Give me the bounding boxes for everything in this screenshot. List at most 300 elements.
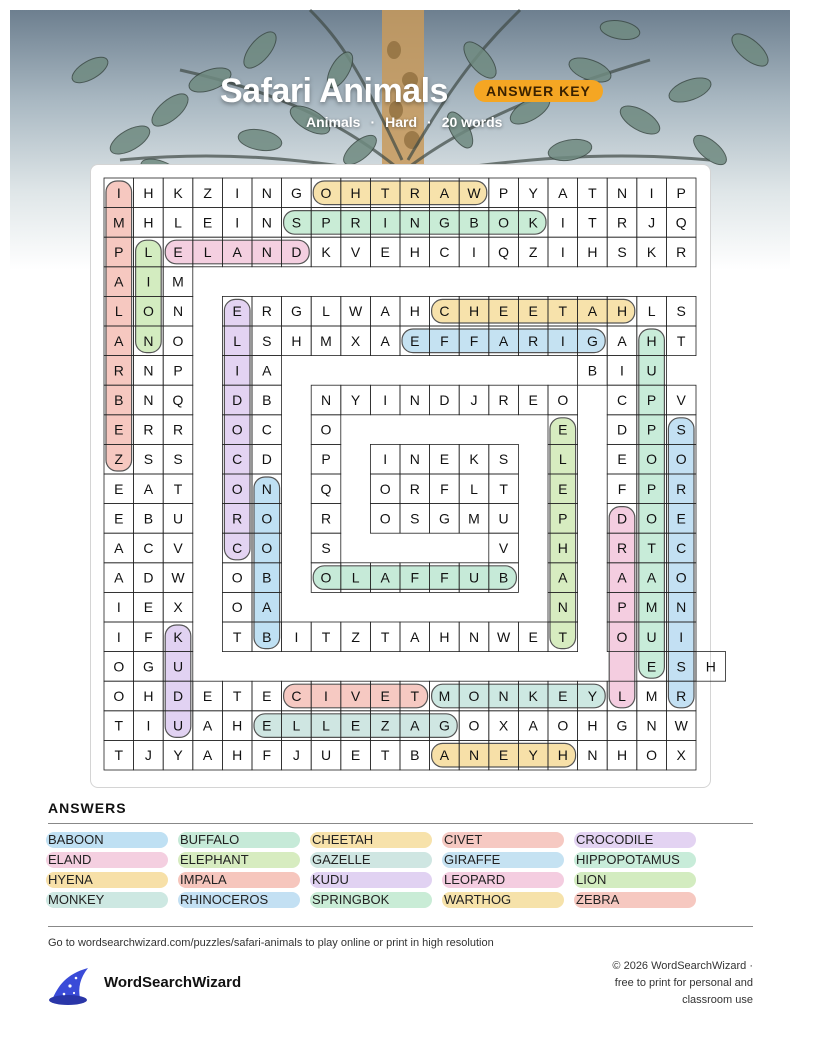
grid-letter: G [616,717,628,734]
grid-letter: I [560,244,565,260]
grid-letter: R [616,540,628,556]
grid-letter: K [646,244,657,260]
grid-letter: A [380,569,390,586]
answer-word [180,892,312,908]
grid-letter: N [587,747,598,764]
grid-letter: A [202,717,213,734]
answer-label: HIPPOPOTAMUS [576,852,680,867]
grid-letter: S [676,421,686,438]
grid-letter: O [379,510,391,527]
grid-letter: T [558,628,568,645]
grid-letter: J [292,747,300,764]
grid-letter: B [587,362,598,379]
answer-key-badge: ANSWER KEY [474,80,603,102]
grid-letter: V [350,688,361,704]
answer-word [576,852,708,868]
grid-letter: E [558,480,568,497]
grid-letter: I [649,184,654,201]
grid-letter: Y [587,688,598,704]
grid-letter: W [467,184,481,201]
grid-letter: A [114,273,124,290]
grid-letter: L [292,717,301,734]
grid-letter: L [174,214,182,231]
grid-letter: O [231,421,243,438]
grid-letter: Y [528,184,538,201]
grid-letter: W [496,628,511,645]
answer-label: WARTHOG [444,892,512,907]
answer-label: GAZELLE [312,852,371,867]
grid-letter: K [173,628,183,645]
grid-letter: E [262,688,272,704]
grid-letter: P [558,510,568,527]
grid-letter: Y [528,747,538,764]
grid-letter: E [114,510,124,527]
grid-letter: L [322,717,330,734]
grid-letter: Y [173,747,183,764]
grid-letter: T [380,628,390,645]
grid-letter: S [410,510,420,527]
grid-letter: R [143,421,154,438]
grid-letter: Z [203,184,212,201]
grid-letter: I [116,184,121,201]
answer-word [48,832,180,848]
grid-letter: P [646,421,657,438]
grid-letter: G [438,214,450,231]
grid-letter: H [350,184,361,201]
grid-letter: R [350,214,361,231]
meta-separator: · [427,114,432,130]
grid-letter: C [439,303,450,320]
grid-letter: N [676,599,687,616]
answer-word [48,852,180,868]
grid-letter: N [616,184,628,201]
grid-letter: U [172,717,184,734]
grid-letter: K [173,184,183,201]
grid-letter: V [498,540,509,556]
grid-letter: I [383,392,388,408]
answer-label: RHINOCEROS [180,892,269,907]
grid-letter: I [146,717,151,734]
grid-letter: C [616,392,628,408]
grid-letter: O [468,688,480,704]
grid-letter: E [202,214,213,231]
grid-letter: T [647,540,656,556]
grid-letter: T [232,688,242,704]
grid-letter: Q [172,392,184,408]
word-search-grid [104,178,716,770]
grid-letter: P [646,392,657,408]
grid-letter: R [172,421,184,438]
grid-letter: A [617,332,627,349]
answer-label: SPRINGBOK [312,892,390,907]
grid-letter: Z [351,628,360,645]
grid-letter: H [646,332,657,349]
grid-letter: A [114,332,124,349]
grid-letter: P [617,599,627,616]
grid-letter: H [291,332,302,349]
grid-letter: A [558,184,568,201]
grid-letter: S [498,451,509,468]
grid-letter: E [498,303,509,320]
grid-letter: X [498,717,509,734]
grid-letter: I [116,628,121,645]
grid-letter: I [383,214,388,231]
grid-letter: O [320,421,332,438]
meta-difficulty: Hard [385,114,418,130]
grid-letter: O [675,569,687,586]
grid-letter: A [646,569,657,586]
grid-letter: R [261,303,272,320]
grid-letter: A [262,362,272,379]
grid-letter: N [409,392,420,408]
grid-letter: O [498,214,510,231]
grid-letter: G [438,717,450,734]
grid-letter: I [146,273,151,290]
grid-letter: C [261,421,272,438]
grid-letter: P [321,451,331,468]
grid-letter: A [558,569,568,586]
answer-word [180,872,312,888]
answer-word [312,872,444,888]
grid-letter: R [676,688,687,704]
grid-letter: Z [380,717,390,734]
grid-letter: W [171,569,185,586]
answer-word [444,872,576,888]
grid-letter: H [232,747,243,764]
grid-letter: A [380,332,390,349]
grid-letter: T [321,628,331,645]
grid-letter: N [172,303,184,320]
grid-letter: L [144,244,153,260]
grid-letter: M [112,214,125,231]
grid-letter: H [705,658,716,675]
grid-letter: S [173,451,183,468]
grid-letter: R [498,392,509,408]
grid-letter: O [231,480,243,497]
grid-letter: J [144,747,152,764]
grid-letter: W [348,303,363,320]
grid-letter: A [380,303,390,320]
grid-letter: X [350,332,361,349]
grid-letter: A [410,628,420,645]
grid-letter: B [262,569,272,586]
answers-list [48,832,753,908]
grid-letter: U [646,628,657,645]
answer-word [312,832,444,848]
answer-word [180,832,312,848]
grid-letter: B [410,747,420,764]
grid-letter: N [143,392,154,408]
grid-letter: A [410,717,420,734]
grid-letter: T [588,214,597,231]
grid-letter: F [410,569,420,586]
grid-letter: T [558,303,568,320]
grid-letter: E [528,628,538,645]
answer-word [48,892,180,908]
grid-letter: R [528,332,539,349]
grid-letter: H [616,747,628,764]
grid-letter: N [409,214,420,231]
grid-letter: T [410,688,420,704]
grid-letter: L [618,688,626,704]
brand-name: WordSearchWizard [104,974,242,991]
grid-letter: F [440,480,449,497]
grid-letter: S [291,214,302,231]
answer-label: CROCODILE [576,832,654,847]
meta-word-count: 20 words [441,114,503,130]
grid-letter: S [676,303,686,320]
page-title: Safari Animals [220,72,448,110]
grid-letter: K [469,451,479,468]
grid-letter: N [468,747,480,764]
grid-letter: A [202,747,213,764]
grid-letter: V [676,392,686,408]
grid-letter: E [646,658,657,675]
grid-letter: T [114,747,124,764]
grid-letter: N [468,628,480,645]
grid-letter: C [232,451,243,468]
grid-letter: O [379,480,391,497]
grid-letter: G [438,510,450,527]
grid-letter: R [409,480,420,497]
puzzle-meta [306,114,502,130]
grid-letter: P [646,480,657,497]
grid-letter: I [235,184,240,201]
grid-letter: A [617,569,627,586]
grid-letter: A [232,244,242,260]
grid-letter: I [116,599,121,616]
grid-letter: O [468,717,480,734]
grid-letter: L [233,332,242,349]
answer-label: ELEPHANT [180,852,249,867]
grid-letter: N [261,244,272,260]
grid-letter: P [173,362,183,379]
grid-letter: P [114,244,124,260]
grid-letter: B [143,510,154,527]
answer-word [312,852,444,868]
grid-letter: E [528,303,538,320]
answer-label: CIVET [444,832,483,847]
grid-letter: O [320,569,332,586]
grid-letter: X [173,599,183,616]
answer-word [444,892,576,908]
answer-word [444,832,576,848]
grid-letter: O [113,658,125,675]
grid-letter: C [291,688,302,704]
grid-letter: V [173,540,183,556]
grid-letter: P [676,184,686,201]
grid-letter: A [262,599,272,616]
grid-letter: O [231,599,243,616]
grid-letter: Y [350,392,361,408]
grid-letter: T [588,184,597,201]
grid-letter: S [321,540,331,556]
answers-heading: ANSWERS [48,800,127,816]
answer-word [444,852,576,868]
grid-letter: I [620,362,624,379]
grid-letter: N [143,332,154,349]
grid-letter: G [586,332,598,349]
answer-label: LION [576,872,607,887]
grid-letter: R [616,214,628,231]
grid-letter: H [557,540,568,556]
grid-letter: O [231,569,243,586]
grid-letter: A [143,480,154,497]
wizard-hat-icon [48,966,94,1006]
grid-letter: A [528,717,538,734]
grid-letter: T [173,480,183,497]
grid-letter: R [676,244,687,260]
grid-letter: P [498,184,509,201]
grid-letter: K [528,214,538,231]
meta-category: Animals [306,114,361,130]
answer-label: KUDU [312,872,349,887]
grid-letter: C [439,244,450,260]
answer-word [576,832,708,848]
grid-letter: L [470,480,478,497]
grid-letter: M [645,599,658,616]
grid-letter: E [676,510,686,527]
grid-letter: D [143,569,154,586]
grid-letter: O [646,451,658,468]
grid-letter: T [380,184,390,201]
grid-letter: E [262,717,272,734]
grid-letter: H [143,214,154,231]
answer-word [48,872,180,888]
grid-letter: U [172,658,184,675]
grid-letter: H [587,717,598,734]
grid-letter: I [324,688,328,704]
grid-letter: F [440,569,449,586]
grid-letter: E [558,421,568,438]
grid-letter: D [616,510,628,527]
answer-label: BUFFALO [180,832,240,847]
grid-letter: S [262,332,272,349]
answer-label: CHEETAH [312,832,374,847]
answer-word [312,892,444,908]
grid-letter: E [617,451,627,468]
meta-separator: · [370,114,376,130]
grid-letter: B [262,628,272,645]
answer-label: BABOON [48,832,104,847]
grid-letter: M [468,510,480,527]
grid-letter: E [528,392,538,408]
grid-letter: O [261,510,273,527]
grid-letter: F [617,480,627,497]
grid-letter: Q [320,480,332,497]
grid-letter: H [557,747,568,764]
grid-letter: I [235,214,240,231]
grid-letter: U [646,362,657,379]
grid-letter: O [142,303,154,320]
grid-letter: L [114,303,123,320]
grid-letter: S [676,658,686,675]
grid-letter: G [290,184,302,201]
grid-letter: F [262,747,272,764]
grid-letter: D [291,244,302,260]
grid-letter: H [143,688,154,704]
grid-letter: I [560,214,565,231]
grid-letter: L [558,451,567,468]
grid-letter: E [143,599,154,616]
grid-letter: E [232,303,242,320]
grid-letter: E [380,244,390,260]
grid-letter: H [587,244,598,260]
grid-letter: E [498,747,509,764]
grid-letter: A [498,332,509,349]
grid-letter: N [261,214,272,231]
grid-letter: E [380,688,390,704]
grid-letter: Q [498,244,510,260]
grid-letter: M [320,332,332,349]
copyright-text: © 2026 WordSearchWizard · free to print for personal and classroom use [612,960,753,1006]
grid-letter: S [143,451,154,468]
grid-letter: H [409,303,420,320]
answer-label: GIRAFFE [444,852,501,867]
grid-letter: N [498,688,509,704]
grid-letter: D [172,688,184,704]
grid-letter: N [320,392,332,408]
grid-letter: U [172,510,184,527]
answer-word [180,852,312,868]
grid-letter: A [114,540,124,556]
answer-label: IMPALA [180,872,227,887]
grid-letter: C [676,540,687,556]
grid-letter: Z [114,451,124,468]
divider [48,926,753,927]
grid-letter: B [498,569,509,586]
grid-letter: T [380,747,390,764]
grid-letter: T [676,332,686,349]
grid-letter: I [294,628,299,645]
answer-label: HYENA [48,872,93,887]
grid-letter: L [351,569,360,586]
grid-letter: H [616,303,628,320]
answer-label: ZEBRA [576,892,620,907]
grid-letter: O [616,628,628,645]
grid-letter: F [144,628,153,645]
grid-letter: C [143,540,154,556]
grid-letter: E [439,451,450,468]
grid-letter: L [647,303,656,320]
grid-letter: R [676,480,687,497]
grid-letter: F [440,332,449,349]
grid-letter: I [472,244,476,260]
grid-letter: P [321,214,331,231]
grid-letter: H [468,303,480,320]
grid-letter: E [350,747,361,764]
grid-letter: R [320,510,332,527]
grid-letter: O [557,717,569,734]
grid-letter: H [409,244,420,260]
grid-letter: I [383,451,388,468]
grid-letter: A [587,303,598,320]
grid-letter: J [470,392,478,408]
grid-letter: O [646,510,658,527]
answer-label: LEOPARD [444,872,506,887]
grid-letter: M [172,273,184,290]
grid-letter: R [113,362,124,379]
footer-link[interactable]: Go to wordsearchwizard.com/puzzles/safari-animals to play online or print in high resolution [48,937,494,949]
grid-letter: J [648,214,656,231]
grid-letter: N [261,480,272,497]
grid-letter: L [322,303,330,320]
grid-letter: N [409,451,420,468]
grid-letter: E [173,244,183,260]
grid-letter: I [235,362,240,379]
answer-word [576,892,708,908]
divider [48,823,753,824]
